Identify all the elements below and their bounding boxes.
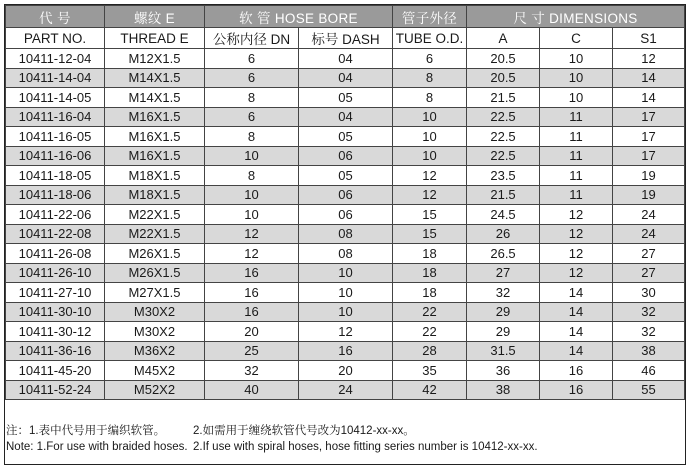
- table-row: [6, 361, 685, 381]
- cell-dim-s1: 14: [613, 88, 685, 108]
- table-row: [6, 49, 685, 69]
- cell-part-no: 10411-16-04: [6, 107, 105, 127]
- cell-dn: 10: [205, 146, 299, 166]
- cell-dim-s1: 46: [613, 361, 685, 381]
- cell-dim-c: 14: [540, 341, 613, 361]
- header-hose-bore: 软 管 HOSE BORE: [205, 6, 393, 28]
- header-dim-a: A: [467, 28, 540, 49]
- cell-tube-od: 12: [393, 166, 467, 186]
- table-row: [6, 107, 685, 127]
- cell-dim-c: 11: [540, 185, 613, 205]
- cell-thread: M52X2: [105, 380, 205, 400]
- cell-dim-a: 20.5: [467, 49, 540, 69]
- cell-dim-c: 12: [540, 205, 613, 225]
- cell-dim-a: 29: [467, 322, 540, 342]
- cell-thread: M36X2: [105, 341, 205, 361]
- header-dim-s1: S1: [613, 28, 685, 49]
- note-cn-1: 注：1.表中代号用于编织软管。: [6, 425, 166, 437]
- table-row: [6, 88, 685, 108]
- header-dash: 标号 DASH: [299, 28, 393, 49]
- cell-dn: 20: [205, 322, 299, 342]
- cell-dash: 06: [299, 185, 393, 205]
- cell-dim-c: 14: [540, 322, 613, 342]
- cell-dim-c: 10: [540, 68, 613, 88]
- cell-dim-s1: 17: [613, 107, 685, 127]
- cell-dash: 06: [299, 146, 393, 166]
- cell-dim-s1: 38: [613, 341, 685, 361]
- cell-part-no: 10411-30-10: [6, 302, 105, 322]
- cell-thread: M22X1.5: [105, 205, 205, 225]
- cell-dim-a: 20.5: [467, 68, 540, 88]
- cell-part-no: 10411-12-04: [6, 49, 105, 69]
- cell-thread: M26X1.5: [105, 244, 205, 264]
- header-part-no-cn: 代 号: [6, 6, 105, 28]
- cell-dim-c: 14: [540, 283, 613, 303]
- cell-dim-a: 31.5: [467, 341, 540, 361]
- cell-dim-a: 32: [467, 283, 540, 303]
- table-row: [6, 146, 685, 166]
- cell-dim-a: 22.5: [467, 146, 540, 166]
- cell-tube-od: 8: [393, 88, 467, 108]
- cell-dash: 20: [299, 361, 393, 381]
- cell-tube-od: 12: [393, 185, 467, 205]
- cell-dim-a: 21.5: [467, 185, 540, 205]
- cell-dim-a: 21.5: [467, 88, 540, 108]
- header-tube-od: TUBE O.D.: [393, 28, 467, 49]
- table-row: [6, 283, 685, 303]
- cell-part-no: 10411-22-08: [6, 224, 105, 244]
- table-row: [6, 302, 685, 322]
- cell-dim-a: 23.5: [467, 166, 540, 186]
- cell-thread: M16X1.5: [105, 146, 205, 166]
- cell-tube-od: 10: [393, 127, 467, 147]
- cell-part-no: 10411-22-06: [6, 205, 105, 225]
- cell-dash: 10: [299, 302, 393, 322]
- cell-tube-od: 15: [393, 205, 467, 225]
- cell-dash: 05: [299, 166, 393, 186]
- cell-dn: 8: [205, 166, 299, 186]
- cell-dn: 8: [205, 88, 299, 108]
- cell-tube-od: 6: [393, 49, 467, 69]
- cell-dim-s1: 14: [613, 68, 685, 88]
- cell-dash: 04: [299, 49, 393, 69]
- cell-dash: 24: [299, 380, 393, 400]
- header-thread: THREAD E: [105, 28, 205, 49]
- cell-dim-s1: 27: [613, 244, 685, 264]
- cell-dim-s1: 17: [613, 127, 685, 147]
- cell-thread: M30X2: [105, 322, 205, 342]
- cell-dn: 6: [205, 68, 299, 88]
- spec-table-frame: [4, 4, 686, 465]
- cell-dim-s1: 30: [613, 283, 685, 303]
- cell-dim-c: 10: [540, 49, 613, 69]
- table-row: [6, 166, 685, 186]
- cell-thread: M12X1.5: [105, 49, 205, 69]
- table-row: [6, 263, 685, 283]
- cell-tube-od: 15: [393, 224, 467, 244]
- cell-dim-c: 11: [540, 146, 613, 166]
- table-row: [6, 380, 685, 400]
- cell-dim-s1: 12: [613, 49, 685, 69]
- cell-dim-a: 24.5: [467, 205, 540, 225]
- cell-thread: M14X1.5: [105, 88, 205, 108]
- hose-fitting-spec-table: [5, 5, 685, 400]
- cell-dn: 16: [205, 302, 299, 322]
- cell-thread: M30X2: [105, 302, 205, 322]
- table-row: [6, 68, 685, 88]
- cell-part-no: 10411-30-12: [6, 322, 105, 342]
- cell-dim-c: 14: [540, 302, 613, 322]
- cell-dim-a: 36: [467, 361, 540, 381]
- header-part-no: PART NO.: [6, 28, 105, 49]
- cell-part-no: 10411-36-16: [6, 341, 105, 361]
- header-row-english: [6, 28, 685, 49]
- table-row: [6, 244, 685, 264]
- cell-dim-s1: 24: [613, 224, 685, 244]
- cell-dn: 12: [205, 224, 299, 244]
- table-body: [6, 49, 685, 400]
- cell-dash: 08: [299, 224, 393, 244]
- cell-dn: 16: [205, 283, 299, 303]
- header-thread-cn: 螺纹 E: [105, 6, 205, 28]
- cell-dim-a: 22.5: [467, 107, 540, 127]
- cell-dim-s1: 19: [613, 185, 685, 205]
- cell-dim-c: 11: [540, 107, 613, 127]
- cell-part-no: 10411-14-04: [6, 68, 105, 88]
- cell-tube-od: 28: [393, 341, 467, 361]
- cell-thread: M16X1.5: [105, 127, 205, 147]
- cell-dn: 10: [205, 185, 299, 205]
- cell-dash: 12: [299, 322, 393, 342]
- cell-dn: 25: [205, 341, 299, 361]
- header-row-chinese: [6, 6, 685, 28]
- cell-thread: M18X1.5: [105, 185, 205, 205]
- cell-dim-c: 10: [540, 88, 613, 108]
- header-tube-cn: 管子外径: [393, 6, 467, 28]
- cell-dim-a: 26: [467, 224, 540, 244]
- table-row: [6, 127, 685, 147]
- cell-dash: 08: [299, 244, 393, 264]
- cell-tube-od: 22: [393, 322, 467, 342]
- cell-part-no: 10411-26-08: [6, 244, 105, 264]
- header-dimensions: 尺 寸 DIMENSIONS: [467, 6, 685, 28]
- cell-tube-od: 8: [393, 68, 467, 88]
- cell-dim-c: 16: [540, 380, 613, 400]
- table-row: [6, 224, 685, 244]
- cell-dim-s1: 24: [613, 205, 685, 225]
- cell-part-no: 10411-14-05: [6, 88, 105, 108]
- cell-dim-a: 29: [467, 302, 540, 322]
- cell-dim-a: 22.5: [467, 127, 540, 147]
- cell-dim-c: 12: [540, 244, 613, 264]
- cell-dim-c: 11: [540, 127, 613, 147]
- note-en-1: Note: 1.For use with braided hoses.: [6, 441, 188, 453]
- cell-dash: 04: [299, 68, 393, 88]
- cell-dash: 05: [299, 88, 393, 108]
- cell-dash: 10: [299, 263, 393, 283]
- cell-dim-c: 11: [540, 166, 613, 186]
- cell-thread: M18X1.5: [105, 166, 205, 186]
- notes: [6, 423, 682, 455]
- cell-tube-od: 10: [393, 107, 467, 127]
- cell-dn: 12: [205, 244, 299, 264]
- cell-dim-c: 12: [540, 263, 613, 283]
- cell-tube-od: 18: [393, 244, 467, 264]
- cell-dash: 04: [299, 107, 393, 127]
- header-dn: 公称内径 DN: [205, 28, 299, 49]
- cell-tube-od: 18: [393, 263, 467, 283]
- cell-tube-od: 18: [393, 283, 467, 303]
- cell-dash: 05: [299, 127, 393, 147]
- cell-thread: M16X1.5: [105, 107, 205, 127]
- cell-dim-c: 12: [540, 224, 613, 244]
- table-row: [6, 185, 685, 205]
- cell-dash: 06: [299, 205, 393, 225]
- cell-thread: M27X1.5: [105, 283, 205, 303]
- cell-dim-s1: 19: [613, 166, 685, 186]
- cell-thread: M14X1.5: [105, 68, 205, 88]
- cell-dim-a: 26.5: [467, 244, 540, 264]
- cell-dn: 16: [205, 263, 299, 283]
- cell-part-no: 10411-27-10: [6, 283, 105, 303]
- cell-dn: 6: [205, 49, 299, 69]
- cell-part-no: 10411-16-05: [6, 127, 105, 147]
- cell-dn: 8: [205, 127, 299, 147]
- table-row: [6, 341, 685, 361]
- cell-dim-s1: 32: [613, 302, 685, 322]
- note-en-2: 2.If use with spiral hoses, hose fitting series number is 10412-xx-xx.: [193, 441, 538, 453]
- cell-dim-c: 16: [540, 361, 613, 381]
- cell-part-no: 10411-26-10: [6, 263, 105, 283]
- cell-dim-s1: 55: [613, 380, 685, 400]
- cell-thread: M45X2: [105, 361, 205, 381]
- cell-thread: M26X1.5: [105, 263, 205, 283]
- cell-tube-od: 35: [393, 361, 467, 381]
- cell-part-no: 10411-52-24: [6, 380, 105, 400]
- cell-dim-s1: 32: [613, 322, 685, 342]
- cell-dn: 6: [205, 107, 299, 127]
- cell-dim-a: 38: [467, 380, 540, 400]
- cell-tube-od: 42: [393, 380, 467, 400]
- note-cn-2: 2.如需用于缠绕软管代号改为10412-xx-xx。: [193, 425, 415, 437]
- cell-dash: 16: [299, 341, 393, 361]
- cell-dn: 40: [205, 380, 299, 400]
- table-row: [6, 322, 685, 342]
- cell-part-no: 10411-18-06: [6, 185, 105, 205]
- cell-thread: M22X1.5: [105, 224, 205, 244]
- cell-part-no: 10411-45-20: [6, 361, 105, 381]
- cell-part-no: 10411-18-05: [6, 166, 105, 186]
- cell-dim-a: 27: [467, 263, 540, 283]
- table-row: [6, 205, 685, 225]
- cell-part-no: 10411-16-06: [6, 146, 105, 166]
- cell-tube-od: 22: [393, 302, 467, 322]
- cell-dim-s1: 17: [613, 146, 685, 166]
- header-dim-c: C: [540, 28, 613, 49]
- cell-tube-od: 10: [393, 146, 467, 166]
- cell-dim-s1: 27: [613, 263, 685, 283]
- cell-dn: 32: [205, 361, 299, 381]
- cell-dn: 10: [205, 205, 299, 225]
- cell-dash: 10: [299, 283, 393, 303]
